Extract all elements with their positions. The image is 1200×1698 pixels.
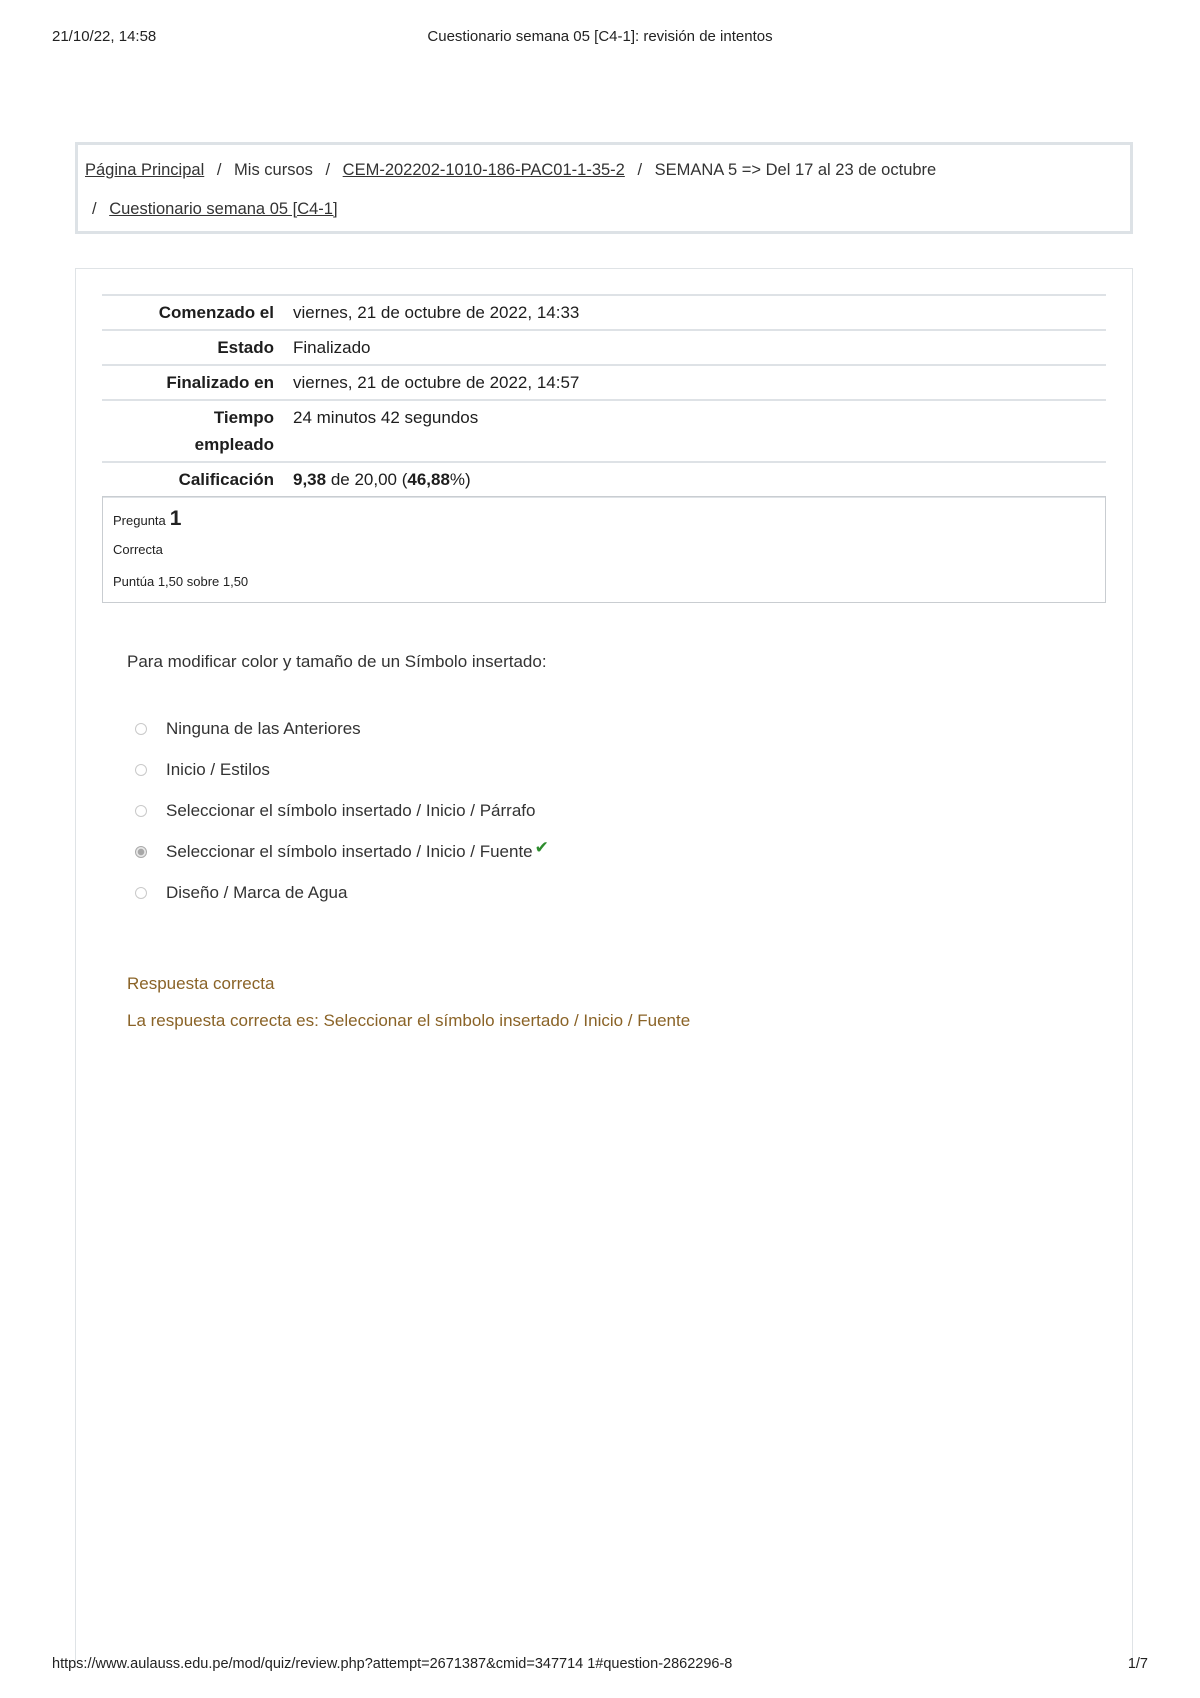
answer-label: Ninguna de las Anteriores xyxy=(166,718,361,738)
radio-button[interactable] xyxy=(135,723,147,735)
radio-button[interactable] xyxy=(135,887,147,899)
answer-label: Inicio / Estilos xyxy=(166,759,270,779)
breadcrumb-line-1 xyxy=(85,161,936,180)
question-number xyxy=(113,507,181,531)
feedback-right-answer: La respuesta correcta es: Seleccionar el símbolo insertado / Inicio / Fuente xyxy=(127,1011,691,1030)
radio-button[interactable] xyxy=(135,805,147,817)
time-value: 24 minutos 42 segundos xyxy=(293,408,479,427)
breadcrumb-section: SEMANA 5 => Del 17 al 23 de octubre xyxy=(654,161,937,179)
radio-button-checked[interactable] xyxy=(135,846,147,858)
question-grade: Puntúa 1,50 sobre 1,50 xyxy=(113,574,249,589)
question-prefix: Pregunta xyxy=(113,513,166,528)
print-page-title: Cuestionario semana 05 [C4-1]: revisión de intentos xyxy=(427,28,773,45)
summary-row-started xyxy=(102,295,1106,330)
breadcrumb-separator: / xyxy=(92,200,97,218)
answer-label: Seleccionar el símbolo insertado / Inicio / Fuente xyxy=(166,841,533,861)
radio-button[interactable] xyxy=(135,764,147,776)
grade-of: de 20,00 ( xyxy=(326,470,408,489)
print-page-number: 1/7 xyxy=(1127,1656,1148,1672)
question-number-value: 1 xyxy=(169,507,182,530)
summary-row-finished xyxy=(102,365,1106,400)
summary-row-state xyxy=(102,330,1106,365)
time-label xyxy=(102,400,274,462)
question-text: Para modificar color y tamaño de un Símbolo insertado: xyxy=(127,652,547,671)
breadcrumb-my-courses: Mis cursos xyxy=(234,161,313,179)
breadcrumb-separator: / xyxy=(325,161,331,179)
breadcrumb-quiz-link[interactable]: Cuestionario semana 05 [C4-1] xyxy=(109,200,338,218)
grade-value xyxy=(274,462,1106,497)
grade-end: %) xyxy=(449,470,471,489)
print-url: https://www.aulauss.edu.pe/mod/quiz/review.php?attempt=2671387&cmid=347714 1#question-2862296-8 xyxy=(52,1656,733,1672)
answer-option[interactable] xyxy=(135,749,549,790)
finished-value: viernes, 21 de octubre de 2022, 14:57 xyxy=(293,373,580,392)
breadcrumb-home-link[interactable]: Página Principal xyxy=(85,161,205,179)
time-label-line-2: empleado xyxy=(194,435,274,454)
question-info-box xyxy=(102,496,1106,603)
answer-list xyxy=(135,708,549,913)
print-date: 21/10/22, 14:58 xyxy=(52,28,157,45)
summary-row-time xyxy=(102,400,1106,462)
finished-label: Finalizado en xyxy=(166,373,274,392)
question-feedback xyxy=(127,974,690,1048)
started-label: Comenzado el xyxy=(158,303,274,322)
breadcrumb-separator: / xyxy=(216,161,222,179)
answer-option[interactable] xyxy=(135,790,549,831)
feedback-status: Respuesta correcta xyxy=(127,974,275,993)
grade-score: 9,38 xyxy=(293,470,327,489)
time-label-line-1: Tiempo xyxy=(213,408,274,427)
answer-label: Diseño / Marca de Agua xyxy=(166,882,348,902)
started-value: viernes, 21 de octubre de 2022, 14:33 xyxy=(293,303,580,322)
answer-option[interactable] xyxy=(135,872,549,913)
grade-percent: 46,88 xyxy=(407,470,450,489)
attempt-summary-table xyxy=(102,294,1106,498)
breadcrumb xyxy=(75,142,1133,234)
correct-check-icon: ✔ xyxy=(534,837,549,857)
state-label: Estado xyxy=(217,338,274,357)
answer-option-selected[interactable] xyxy=(135,831,549,872)
print-header xyxy=(0,28,1200,50)
breadcrumb-course-link[interactable]: CEM-202202-1010-186-PAC01-1-35-2 xyxy=(342,161,625,179)
summary-row-grade xyxy=(102,462,1106,497)
grade-label: Calificación xyxy=(178,470,274,489)
answer-label: Seleccionar el símbolo insertado / Inicio / Párrafo xyxy=(166,800,536,820)
question-state: Correcta xyxy=(113,542,163,557)
breadcrumb-line-2 xyxy=(92,200,338,219)
answer-option[interactable] xyxy=(135,708,549,749)
state-value: Finalizado xyxy=(293,338,371,357)
breadcrumb-separator: / xyxy=(637,161,643,179)
